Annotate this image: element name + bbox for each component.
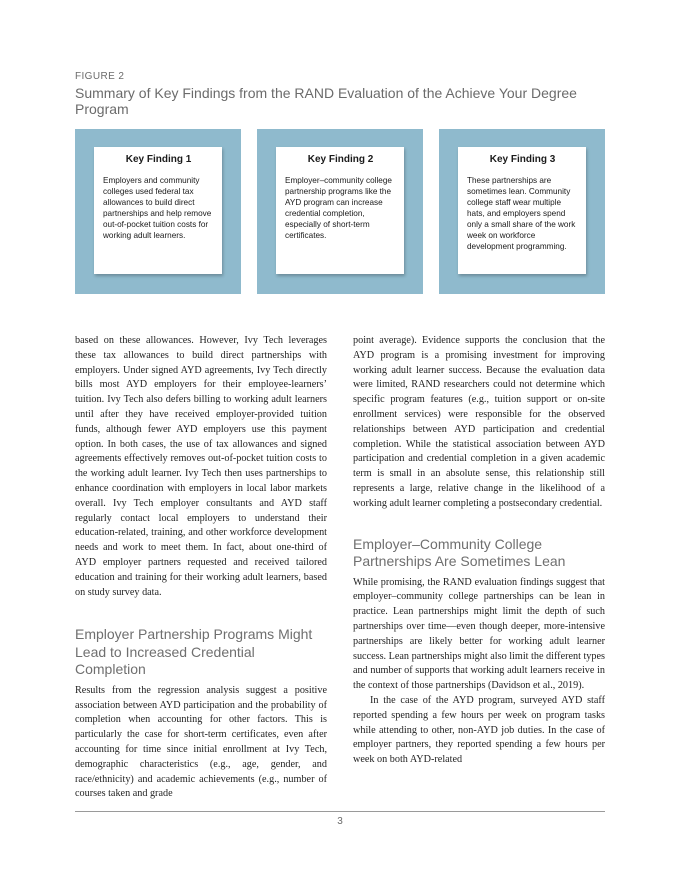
section-heading: Employer–Community College Partnerships Are Sometimes Lean [353, 535, 566, 570]
section-heading: Employer Partnership Programs Might Lead to Increased Credential Completion [75, 626, 313, 678]
body-paragraph: While promising, the RAND evaluation findings suggest that employer–community college partnerships can be lean in practice. Lean partnerships might limit the depth of such partnerships over time—even though deeper, more-intensive partnerships are likely better for working adult learner success. Lean partnerships might also limit the different types and number of supports that working adult learners receive in the context of those partnerships (Davidson et al., 2019). [353, 576, 605, 692]
right-column [353, 334, 605, 768]
body-paragraph: point average). Evidence supports the conclusion that the AYD program is a promising investment for improving working adult learner success. Because the evaluation data were limited, RAND researchers could not determine which specific program features (e.g., tuition support or on-site enrollment services) were responsible for the observed relationships between AYD participation and credential completion. While the statistical association between AYD participation and credential completion in a given academic term is small in an absolute sense, this relationship still represents a large, relative change in the likelihood of a working adult learner completing a postsecondary credential. [353, 335, 605, 509]
key-finding-text: These partnerships are sometimes lean. Community college staff wear multiple hats, and employers spend only a small share of the work week on workforce development programming. [467, 176, 576, 251]
key-finding-panel-3 [439, 129, 605, 294]
figure-label: FIGURE 2 [75, 71, 125, 82]
figure-title: Summary of Key Findings from the RAND Evaluation of the Achieve Your Degree Program [75, 85, 577, 117]
key-finding-panel-2 [257, 129, 423, 294]
left-column [75, 334, 327, 802]
footer-rule [75, 811, 605, 812]
key-finding-title: Key Finding 2 [307, 154, 374, 165]
key-finding-text: Employers and community colleges used federal tax allowances to build direct partnerships and help remove out-of-pocket tuition costs for working adult learners. [103, 176, 212, 240]
key-finding-card-2 [276, 147, 404, 274]
body-paragraph: Results from the regression analysis suggest a positive association between AYD participation and the probability of completion when accounting for other factors. This is particularly the case for short-term certificates, even after accounting for time since initial enrollment at Ivy Tech, demographic characteristics (e.g., age, gender, and race/ethnicity) and academic achievements (e.g., number of courses taken and grade [75, 684, 327, 800]
key-finding-card-3 [458, 147, 586, 274]
key-finding-title: Key Finding 3 [489, 154, 556, 165]
body-paragraph: In the case of the AYD program, surveyed AYD staff reported spending a few hours per week on program tasks while attending to other, non-AYD job duties. In the case of employer partners, they reported spending a few hours per week on both AYD-related [353, 694, 605, 766]
key-finding-title: Key Finding 1 [125, 154, 192, 165]
body-paragraph: based on these allowances. However, Ivy Tech leverages these tax allowances to build direct partnerships with employers. Under signed AYD agreements, Ivy Tech directly bills most AYD employers for their employee-learners’ tuition. Ivy Tech also defers billing to working adult learners until after they have received employer-provided tuition funds, although fewer AYD employers use this payment option. In both cases, the use of tax allowances and signed agreements effectively removes out-of-pocket tuition costs to the working adult learner. Ivy Tech then uses partnerships to enhance coordination with employers in local labor markets overall. Ivy Tech employer consultants and AYD staff regularly contact local employers to understand their education-related, training, and other workforce development needs and work to meet them. In fact, about one-third of AYD employer partners requested and received tailored education and training for their working adult learners, based on study survey data. [75, 335, 327, 598]
page-number: 3 [337, 816, 343, 827]
key-finding-text: Employer–community college partnership programs like the AYD program can increase credential completion, especially of short-term certificates. [285, 176, 392, 240]
key-finding-panel-1 [75, 129, 241, 294]
key-finding-card-1 [94, 147, 222, 274]
